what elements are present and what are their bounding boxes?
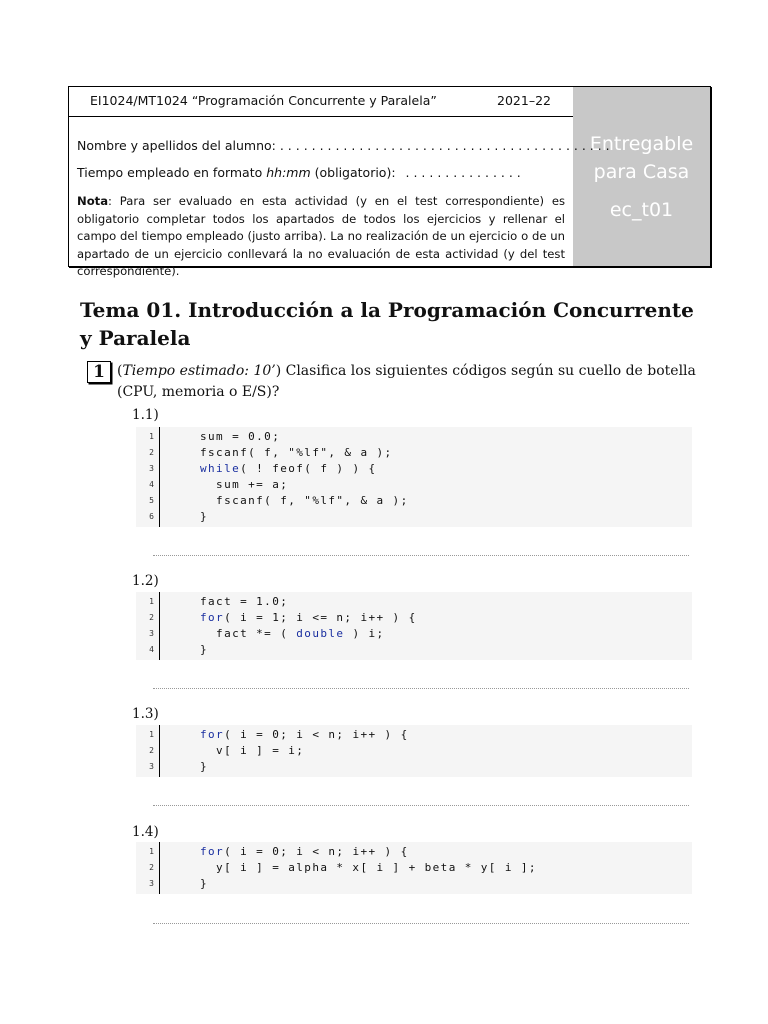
student-name-label: Nombre y apellidos del alumno: [77,138,276,153]
time-format: hh:mm [266,165,311,180]
code-line: 1 sum = 0.0; [149,430,281,443]
code-line: 5 fscanf( f, "%lf", & a ); [149,494,409,507]
exercise-time-estimate: Tiempo estimado: 10’ [122,363,276,379]
keyword: double [296,627,345,640]
code-line: 2 v[ i ] = i; [149,744,305,757]
header-box [68,86,711,278]
code-line: 1 for( i = 0; i < n; i++ ) { [149,845,409,858]
subpart-label-1-2: 1.2) [132,573,159,589]
code-line: 1 fact = 1.0; [149,595,289,608]
note-label: Nota [77,194,109,208]
assignment-badge [573,87,710,266]
subpart-label-1-4: 1.4) [132,824,159,840]
badge-code: ec_t01 [609,198,674,221]
code-line: 6 } [149,510,209,523]
time-spent-field[interactable] [77,165,521,180]
code-line: 2 fscanf( f, "%lf", & a ); [149,446,393,459]
time-dots: . . . . . . . . . . . . . . . [405,165,521,180]
code-block-1-4 [136,842,692,894]
code-block-1-2 [136,592,692,660]
note-paragraph [77,193,565,281]
time-label-post: (obligatorio): [310,165,396,180]
page-title: Tema 01. Introducción a la Programación Concurrente y Paralela [80,298,694,350]
answer-line-1-3[interactable] [153,805,689,806]
exercise-statement [117,361,697,403]
course-line [90,93,563,108]
keyword: for [200,728,225,741]
code-line: 4 } [149,643,209,656]
code-line: 1 for( i = 0; i < n; i++ ) { [149,728,409,741]
code-block-1-1 [136,427,692,527]
subpart-label-1-3: 1.3) [132,706,159,722]
keyword: for [200,611,225,624]
header-info [69,87,610,278]
keyword: while [200,462,241,475]
code-line: 3 while( ! feof( f ) ) { [149,462,377,475]
answer-line-1-4[interactable] [153,923,689,924]
exercise-question: ) Clasifica los siguientes códigos según su cuello de botella (CPU, memoria o E/S)? [117,363,696,400]
exercise-number: 1 [87,361,111,383]
code-line: 3 fact *= ( double ) i; [149,627,385,640]
code-block-1-3 [136,725,692,777]
code-line: 3 } [149,760,209,773]
subpart-label-1-1: 1.1) [132,407,159,423]
code-line: 4 sum += a; [149,478,289,491]
student-name-dots: . . . . . . . . . . . . . . . . . . . . . . . . . . . . . . . . . . . . . . . . . . [279,138,610,153]
badge-line-2: para Casa [593,160,690,183]
academic-year: 2021–22 [497,93,551,108]
note-text: : Para ser evaluado en esta actividad (y en el test correspondiente) es obligatorio completar todos los apartados de todos los ejercicios y rellenar el campo del tiempo empleado (justo arriba). La no realización de un ejercicio o de un apartado de un ejercicio conllevará la no evaluación de esta actividad (y del test correspondiente). [77,194,565,278]
code-line: 3 } [149,877,209,890]
exercise-paren: ( [117,363,123,379]
header-divider [69,116,573,117]
code-line: 2 y[ i ] = alpha * x[ i ] + beta * y[ i ]; [149,861,537,874]
student-name-field[interactable] [77,138,610,153]
course-title: EI1024/MT1024 “Programación Concurrente y Paralela” [90,93,437,108]
time-label-pre: Tiempo empleado en formato [77,165,267,180]
badge-line-1: Entregable [589,132,694,155]
answer-line-1-2[interactable] [153,688,689,689]
code-line: 2 for( i = 1; i <= n; i++ ) { [149,611,417,624]
keyword: for [200,845,225,858]
answer-line-1-1[interactable] [153,555,689,556]
